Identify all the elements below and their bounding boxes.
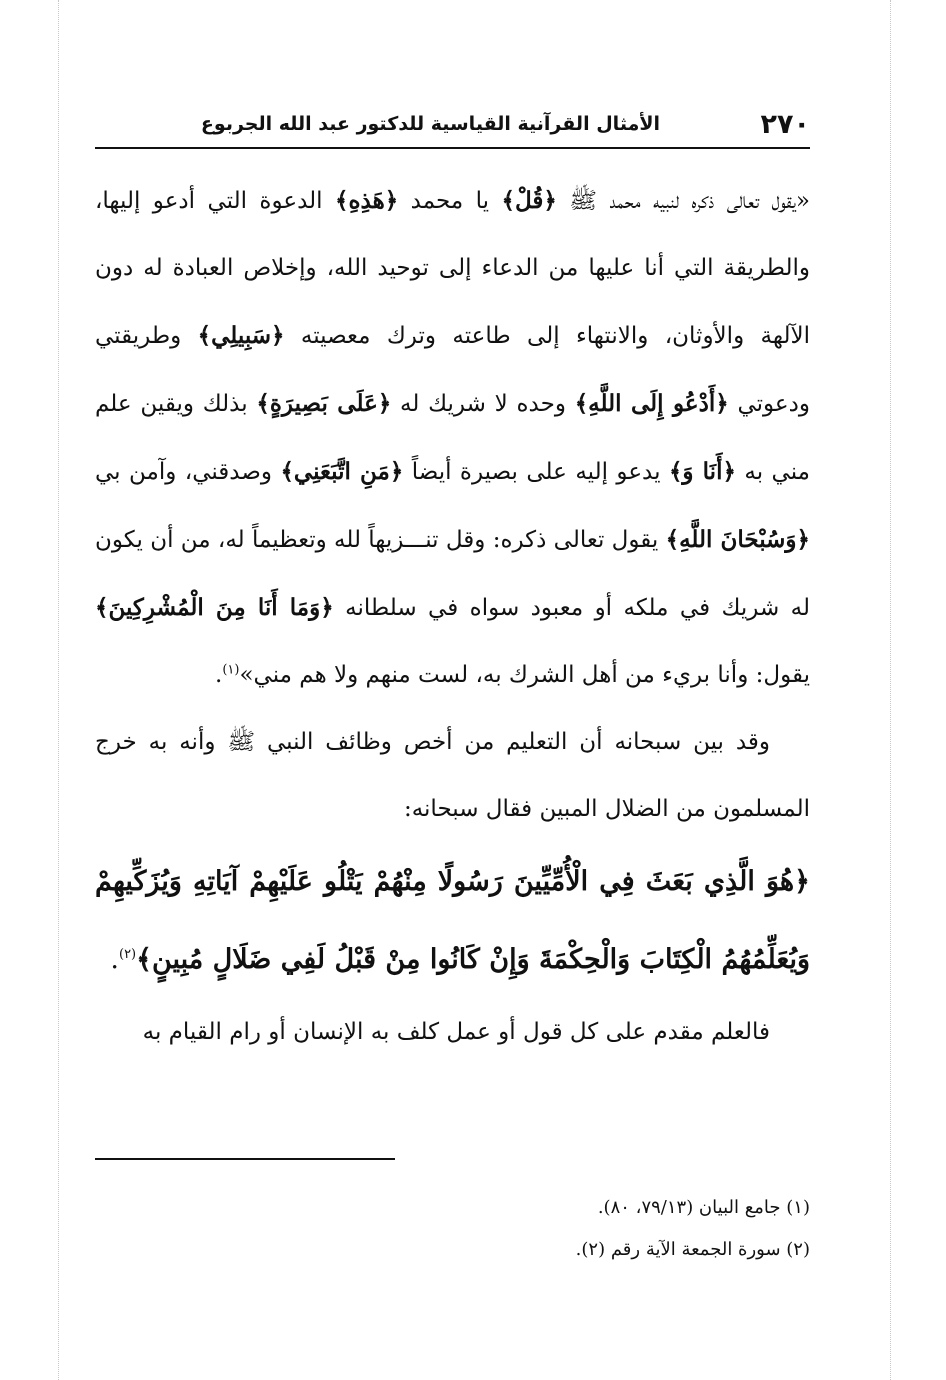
text-segment: وطريقتي ودعوتي — [95, 323, 810, 417]
main-text — [95, 167, 810, 1066]
text-segment: الدعوة التي أدعو إليها، والطريقة التي أنا عليها من الدعاء إلى توحيد الله، وإخلاص العبادة له دون الآلهة والأوثان، والانتهاء إلى طاعته وترك معصيته — [95, 188, 810, 349]
footnote-reference: (١) — [222, 662, 240, 678]
paragraph — [95, 999, 810, 1066]
quran-verse-block — [95, 843, 810, 999]
footnote-reference: (٢) — [118, 947, 137, 962]
quran-quote: ﴿قُلْ﴾ — [501, 187, 557, 214]
text-segment: وحده لا شريك له — [391, 391, 575, 417]
quran-quote: ﴿مَنِ اتَّبَعَنِي﴾ — [280, 458, 404, 485]
text-segment: يا محمد — [398, 188, 502, 214]
scan-guide-left — [58, 0, 59, 1380]
quran-quote: ﴿عَلَى بَصِيرَةٍ﴾ — [256, 390, 392, 417]
scan-guide-right — [890, 0, 891, 1380]
text-segment: بذلك ويقين علم مني به — [95, 391, 810, 485]
running-title: الأمثال القرآنية القياسية للدكتور عبد الله الجربوع — [200, 113, 660, 135]
quran-quote: ﴿سَبِيلِي﴾ — [197, 322, 285, 349]
text-segment: . — [110, 944, 119, 975]
quran-quote: ﴿وَسُبْحَانَ اللَّهِ﴾ — [665, 526, 810, 553]
quran-quote: ﴿وَمَا أَنَا مِنَ الْمُشْرِكِينَ﴾ — [95, 594, 334, 621]
quran-quote: ﴿هُوَ الَّذِي بَعَثَ فِي الْأُمِّيِّينَ رَسُولًا مِنْهُمْ يَتْلُو عَلَيْهِمْ آيَاتِهِ وَيُزَكِّيهِمْ وَيُعَلِّمُهُمُ الْكِتَابَ وَالْحِكْمَةَ وَإِنْ كَانُوا مِنْ قَبْلُ لَفِي ضَلَالٍ مُبِينٍ﴾ — [95, 866, 810, 975]
quran-quote: ﴿هَذِهِ﴾ — [335, 187, 399, 214]
text-segment: فالعلم مقدم على كل قول أو عمل كلف به الإنسان أو رام القيام به — [142, 1019, 770, 1045]
paragraph — [95, 167, 810, 709]
text-segment: يقول تعالى ذكره: وقل تنـــزيهاً لله وتعظيماً له، من أن يكون له شريك في ملكه أو معبود سواه في سلطانه — [95, 527, 811, 621]
footnote-separator — [95, 1158, 395, 1160]
running-header — [95, 105, 810, 149]
text-segment: يدعو إليه على بصيرة أيضاً — [403, 459, 669, 485]
text-segment: وصدقني، وآمن بي — [95, 459, 281, 485]
quran-quote: ﴿أَنَا وَ﴾ — [668, 458, 736, 485]
page-number: ٢٧٠ — [760, 109, 810, 140]
text-segment: وقد بين سبحانه أن التعليم من أخص وظائف النبي ﷺ وأنه به خرج المسلمون من الضلال المبين فقال سبحانه: — [95, 729, 810, 822]
text-segment: يقول: وأنا بريء من أهل الشرك به، لست منهم ولا هم مني» — [239, 662, 810, 688]
footnote-2: (٢) سورة الجمعة الآية رقم (٢). — [575, 1239, 810, 1260]
quran-quote: ﴿أَدْعُو إِلَى اللَّهِ﴾ — [574, 390, 729, 417]
book-page — [95, 105, 810, 1066]
paragraph — [95, 709, 810, 843]
footnote-1: (١) جامع البيان (٧٩/١٣، ٨٠). — [597, 1197, 810, 1218]
footnotes — [576, 1187, 810, 1271]
text-segment: . — [215, 662, 223, 688]
text-segment: «يقول تعالى ذكره لنبيه محمد ﷺ — [556, 188, 810, 214]
